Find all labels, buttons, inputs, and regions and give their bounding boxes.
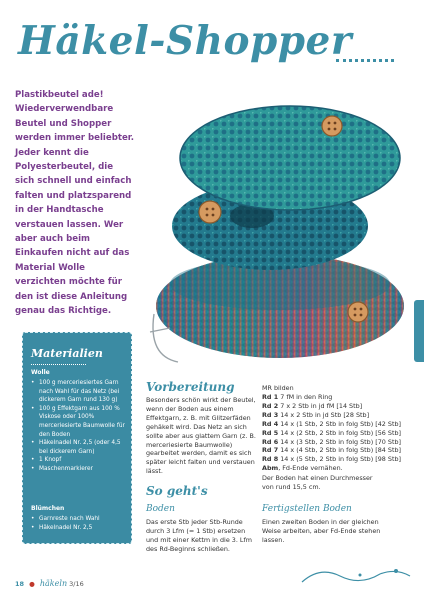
magazine-name: häkeln <box>39 579 68 588</box>
materials-box <box>22 332 132 544</box>
button-middle <box>199 201 221 223</box>
round-row: Rd 6 14 x (3 Stb, 2 Stb in folg Stb) [70 Stb] <box>262 437 402 446</box>
round-row: Rd 1 7 fM in den Ring <box>262 393 333 401</box>
page-footer <box>15 579 84 588</box>
button-top <box>322 116 342 136</box>
intro-text: Plastikbeutel ade! Wiederverwendbare Beutel und Shopper werden immer beliebter. Jeder kennt die Polyesterbeutel, die sich schnell und einfach falten und platzsparend in der Handtasche verstauen lassen. Wer aber auch beim Einkaufen nicht auf das Material Wolle verzichten möchte für den ist diese Anleitung genau das Richtige. <box>15 90 135 317</box>
round-row: Abm, Fd-Ende vernähen. <box>262 464 343 473</box>
list-item: • Häkelnadel Nr. 2,5 <box>31 524 127 533</box>
footer-dot-icon: ● <box>29 580 35 588</box>
list-item: • Maschenmarkierer <box>31 465 127 474</box>
boden-text: Das erste Stb jeder Stb-Runde durch 3 Lfm (= 1 Stb) ersetzen und mit einer Kettm in die 3. Lfm des Rd-Beginns schließen. <box>146 518 252 553</box>
list-item: • 100 g merceriesiertes Garn nach Wahl für das Netz (bei dickerem Garn rund 130 g) <box>31 379 127 405</box>
so-gehts-heading: So geht's <box>146 484 208 498</box>
materials-title-underline <box>31 361 86 365</box>
vorbereitung-text: Besonders schön wirkt der Beutel, wenn der Boden aus einem Effektgarn, z. B. mit Glitzerfäden gehäkelt wird. Das Netz an sich sollte aber aus glattem Garn (z. B. merceriesierte Baumwolle) gearbeitet werden, damit es sich später leicht falten und verstauen lässt. <box>146 396 256 476</box>
list-item: • 1 Knopf <box>31 456 127 465</box>
fertigstellen-text: Einen zweiten Boden in der gleichen Weise arbeiten, aber Fd-Ende stehen lassen. <box>262 518 381 544</box>
rounds-intro: MR bilden <box>262 384 294 392</box>
rounds-list <box>262 393 412 473</box>
issue-number: 3/16 <box>69 580 84 588</box>
crochet-shopper-photo <box>140 96 410 368</box>
round-row: Rd 8 14 x (5 Stb, 2 Stb in folg Stb) [98 Stb] <box>262 455 402 464</box>
materials-title: Materialien <box>31 347 103 360</box>
rounds-outro: Der Boden hat einen Durchmesser von rund 15,5 cm. <box>262 474 373 491</box>
vorbereitung-heading: Vorbereitung <box>146 380 235 394</box>
list-item: • Häkelnadel Nr. 2,5 (oder 4,5 bei dickerem Garn) <box>31 439 127 456</box>
button-bottom <box>348 302 368 322</box>
materials-bluemchen-label: Blümchen <box>31 505 65 512</box>
materials-wolle-list <box>31 379 127 474</box>
page-number: 18 <box>15 580 25 588</box>
round-row: Rd 7 14 x (4 Stb, 2 Stb in folg Stb) [84 Stb] <box>262 446 402 455</box>
list-item: • Garnreste nach Wahl <box>31 515 127 524</box>
fertigstellen-heading: Fertigstellen Boden <box>262 504 352 514</box>
round-row: Rd 2 7 x 2 Stb in jd fM [14 Stb] <box>262 401 363 410</box>
boden-heading: Boden <box>146 504 175 514</box>
title-underline-dots <box>336 58 394 62</box>
materials-bluemchen-list <box>31 515 127 532</box>
round-row: Rd 5 14 x (2 Stb, 2 Stb in folg Stb) [56 Stb] <box>262 428 402 437</box>
list-item: • 100 g Effektgarn aus 100 % Viskose oder 100% merceriesierte Baumwolle für den Boden <box>31 405 127 439</box>
materials-wolle-label: Wolle <box>31 369 50 376</box>
page-title: Häkel-Shopper <box>18 18 352 64</box>
decorative-flourish-icon <box>300 562 414 588</box>
round-row: Rd 4 14 x (1 Stb, 2 Stb in folg Stb) [42 Stb] <box>262 419 402 428</box>
round-row: Rd 3 14 x 2 Stb in jd Stb [28 Stb] <box>262 410 370 419</box>
side-tab-marker <box>414 300 424 362</box>
